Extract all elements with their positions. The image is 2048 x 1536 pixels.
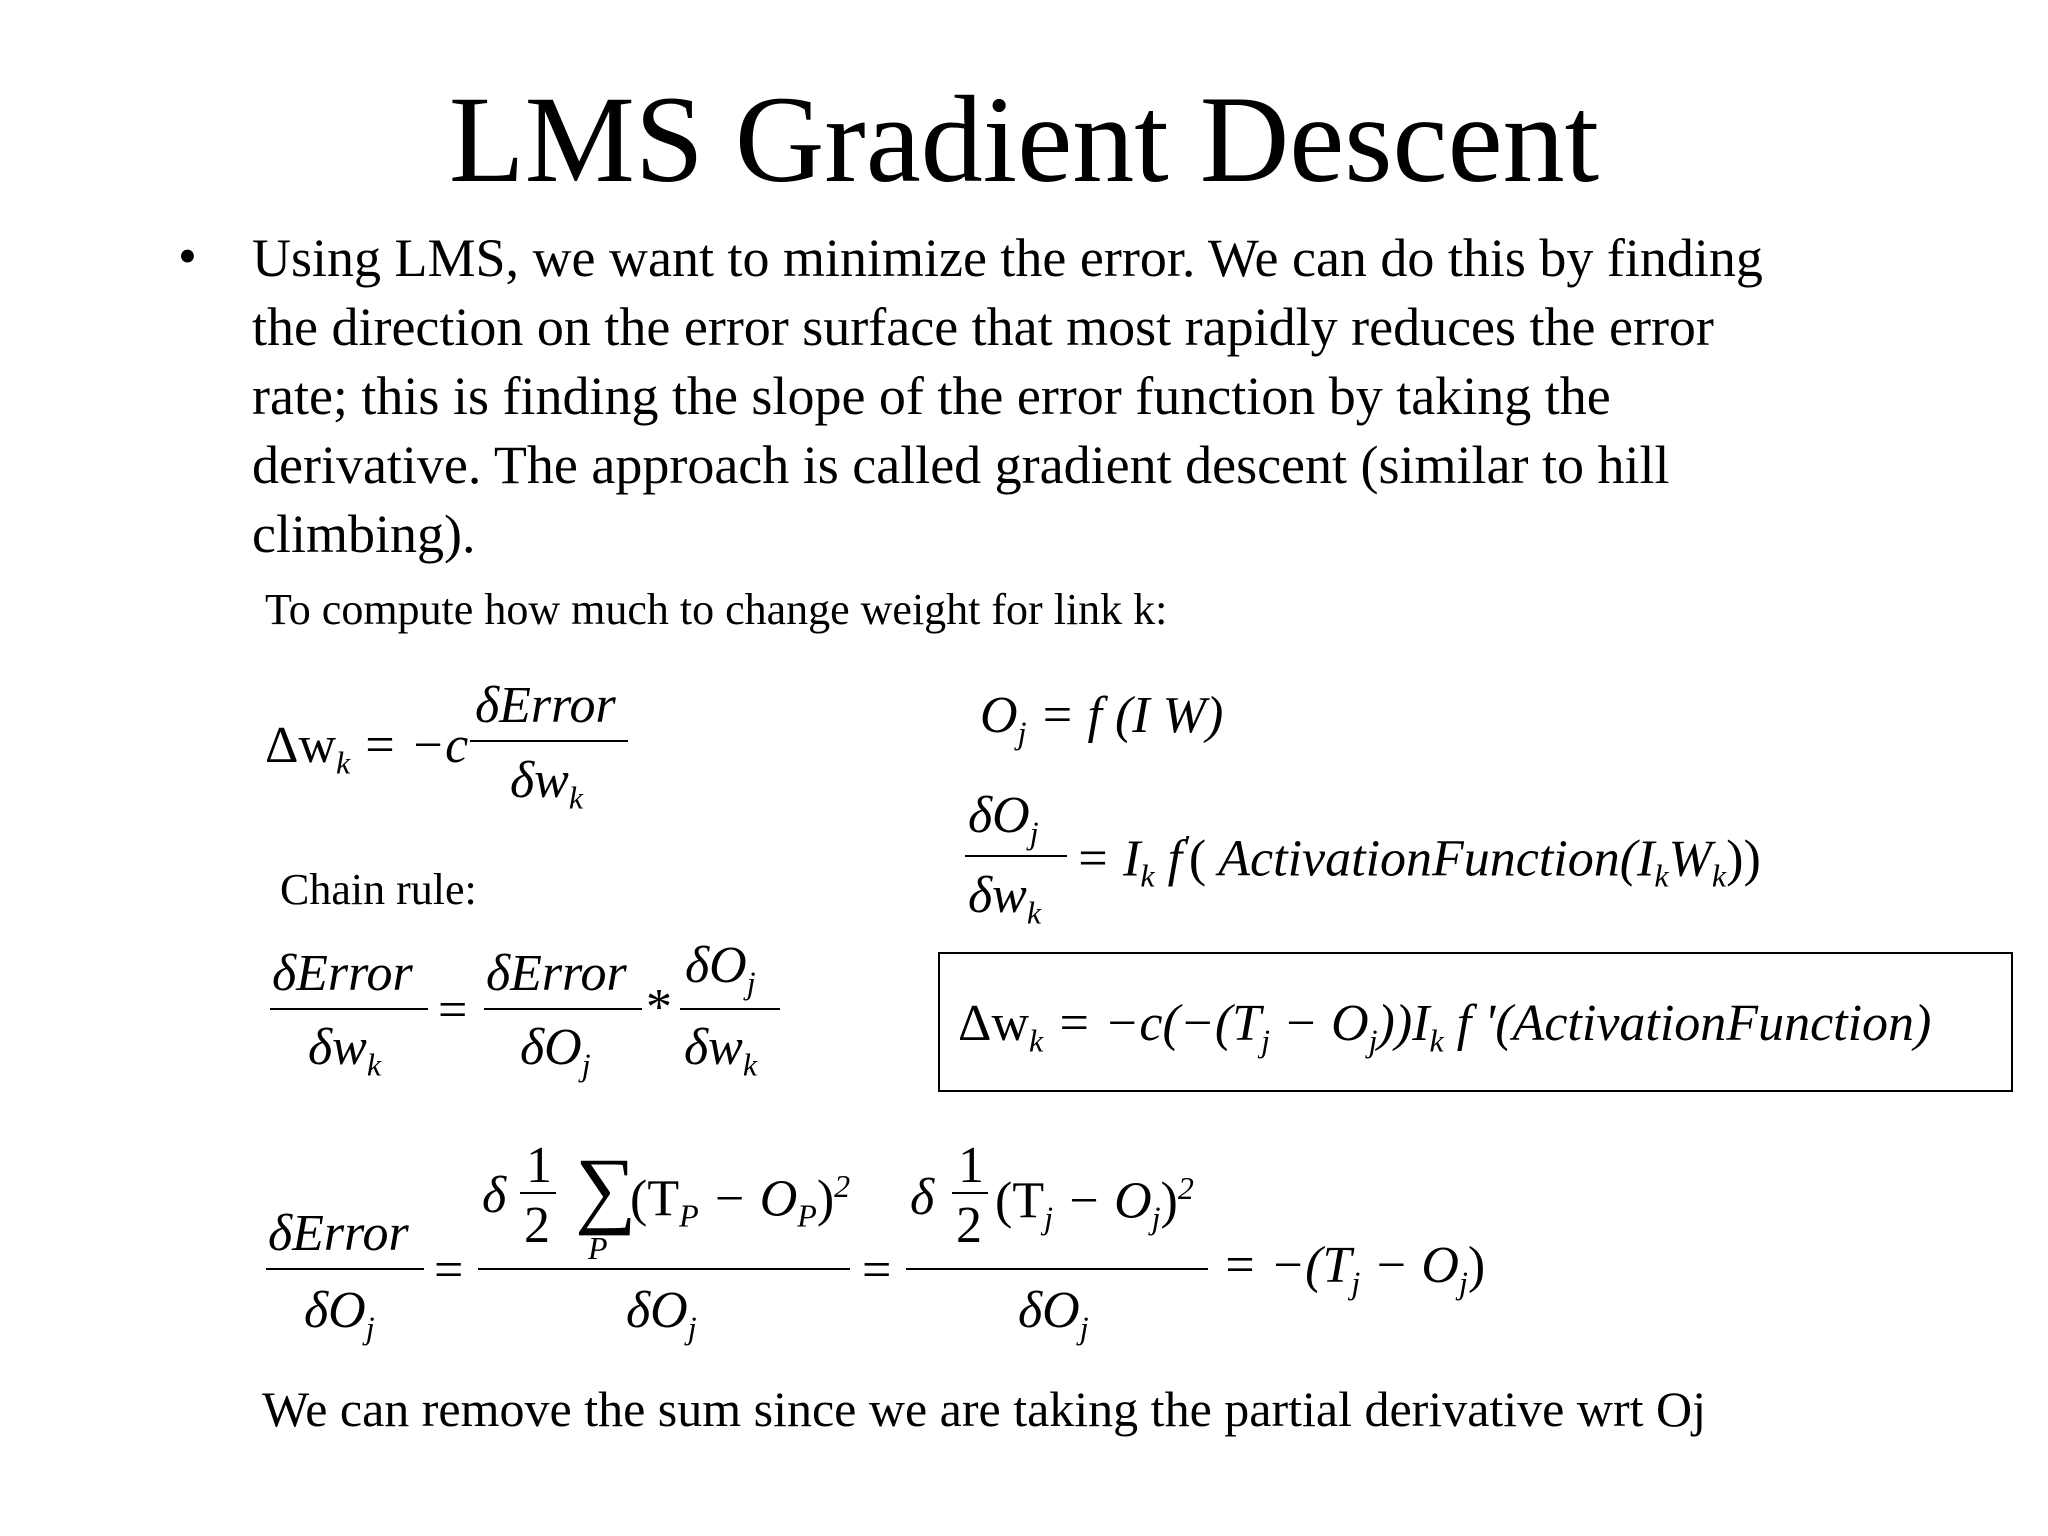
- sigma-symbol: ∑: [575, 1140, 637, 1236]
- eq6-b-half-num: 1: [526, 1137, 552, 1194]
- eq6-b-close: ): [816, 1170, 835, 1228]
- eq6-b-bar: [478, 1268, 850, 1270]
- eq6-b-t-sub: P: [679, 1197, 699, 1234]
- eq6-left-numerator: δError: [268, 1205, 409, 1262]
- eq5-t-sub: j: [1261, 1022, 1270, 1059]
- eq5-tail: f '(ActivationFunction): [1456, 995, 1932, 1052]
- bullet-paragraph: [252, 224, 1952, 569]
- eq3-body-sub2: k: [1711, 857, 1727, 894]
- eq3-den-sub: k: [1026, 894, 1042, 931]
- eq6-b-term: (T: [630, 1170, 680, 1228]
- eq1-fraction-bar: [470, 740, 628, 742]
- eq6-r-close: ): [1467, 1237, 1486, 1294]
- eq6-b-half-bar: [520, 1192, 556, 1194]
- eq4-mid-denominator: δO: [520, 1019, 582, 1076]
- eq1-lhs-sub: k: [336, 744, 351, 781]
- eq6-c-denominator: δO: [1018, 1282, 1080, 1339]
- eq6-left-bar: [266, 1268, 424, 1270]
- eq1-equals: = −c: [362, 717, 469, 774]
- eq4-right-bar: [680, 1008, 780, 1010]
- eq4-right-num-sub: j: [746, 964, 756, 1001]
- eq6-equals-2: =: [862, 1242, 892, 1299]
- paragraph-line-3: rate; this is finding the slope of the error function by taking the: [252, 366, 1611, 426]
- eq3-eq-sub: k: [1140, 857, 1155, 894]
- eq6-b-delta: δ: [482, 1167, 507, 1224]
- eq6-b-minus: − O: [711, 1170, 798, 1228]
- eq3-body-W: W: [1668, 830, 1712, 888]
- eq3-f: f: [1167, 830, 1183, 888]
- bullet-symbol: •: [178, 226, 197, 286]
- eq4-mid-bar: [484, 1008, 642, 1010]
- eq6-b-den-sub: j: [687, 1309, 697, 1346]
- eq2-rhs: = f (I W): [1039, 687, 1224, 744]
- eq6-c-delta: δ: [910, 1169, 935, 1226]
- eq6-c-t-sub: j: [1044, 1199, 1053, 1236]
- eq1-lhs: Δw: [265, 717, 336, 774]
- eq5-mid: ))I: [1377, 995, 1430, 1052]
- eq6-r-o-sub: j: [1458, 1264, 1468, 1301]
- eq6-c-bar: [906, 1268, 1208, 1270]
- eq6-c-square: 2: [1177, 1170, 1194, 1206]
- paragraph-line-4: derivative. The approach is called gradient descent (similar to hill: [252, 435, 1670, 495]
- paragraph-line-5: climbing).: [252, 504, 476, 564]
- eq3-num-sub: j: [1029, 814, 1039, 851]
- eq2-lhs: O: [980, 687, 1018, 744]
- eq3-equals: = I: [1075, 830, 1141, 888]
- eq4-left-denominator: δw: [308, 1019, 367, 1076]
- eq6-c-o-sub: j: [1151, 1199, 1161, 1236]
- eq2-lhs-sub: j: [1017, 714, 1027, 751]
- eq3-numerator: δO: [968, 787, 1030, 844]
- eq6-r-minus: − O: [1373, 1237, 1459, 1294]
- eq6-b-square: 2: [834, 1168, 851, 1204]
- paragraph-line-2: the direction on the error surface that most rapidly reduces the error: [252, 297, 1714, 357]
- eq6-c-half-num: 1: [958, 1137, 984, 1194]
- paragraph-line-1: Using LMS, we want to minimize the error. We can do this by finding: [252, 228, 1763, 288]
- slide-title: LMS Gradient Descent: [448, 71, 1600, 208]
- eq6-r-t-sub: j: [1351, 1264, 1361, 1301]
- eq1-numerator: δError: [475, 677, 616, 734]
- eq3-body: ActivationFunction(I: [1218, 830, 1655, 888]
- sigma-subscript: P: [588, 1230, 608, 1266]
- eq3-close: )): [1726, 830, 1761, 888]
- eq6-c-half-den: 2: [956, 1197, 982, 1254]
- eq5-eq: = −c(−(T: [1056, 995, 1262, 1052]
- eq4-right-den-sub: k: [742, 1046, 758, 1083]
- eq6-c-term: (T: [995, 1172, 1045, 1230]
- eq4-left-numerator: δError: [272, 945, 413, 1002]
- eq4-times: *: [646, 979, 672, 1036]
- eq4-mid-den-sub: j: [581, 1046, 591, 1083]
- eq4-right-denominator: δw: [684, 1019, 743, 1076]
- eq6-result: = −(T: [1222, 1237, 1352, 1294]
- eq3-prime: ': [1182, 828, 1189, 864]
- eq3-fraction-bar: [965, 855, 1067, 857]
- eq1-denominator: δw: [510, 752, 569, 809]
- eq4-left-bar: [270, 1008, 428, 1010]
- eq3-body-sub1: k: [1654, 857, 1669, 894]
- compute-note: To compute how much to change weight for link k:: [265, 585, 1168, 634]
- eq6-b-denominator: δO: [626, 1282, 688, 1339]
- eq6-c-den-sub: j: [1079, 1309, 1089, 1346]
- eq6-equals-1: =: [434, 1242, 464, 1299]
- eq6-left-denominator: δO: [304, 1282, 366, 1339]
- eq4-left-den-sub: k: [366, 1046, 382, 1083]
- eq5-i-sub: k: [1429, 1022, 1444, 1059]
- eq3-lparen: (: [1188, 830, 1207, 888]
- eq4-right-numerator: δO: [685, 937, 747, 994]
- eq6-b-o-sub: P: [797, 1197, 817, 1234]
- eq5-lhs: Δw: [958, 995, 1029, 1052]
- eq6-left-den-sub: j: [365, 1309, 375, 1346]
- eq4-equals: =: [438, 982, 468, 1039]
- eq5-o-sub: j: [1368, 1022, 1378, 1059]
- eq6-c-minus: − O: [1065, 1172, 1152, 1230]
- eq5-lhs-sub: k: [1029, 1022, 1044, 1059]
- eq6-c-close: ): [1160, 1172, 1178, 1230]
- eq6-c-half-bar: [952, 1192, 988, 1194]
- eq6-b-half-den: 2: [524, 1197, 550, 1254]
- equation-final-result: [958, 995, 1932, 1059]
- eq4-mid-numerator: δError: [486, 945, 627, 1002]
- eq3-denominator: δw: [968, 867, 1027, 924]
- chain-rule-label: Chain rule:: [280, 865, 477, 914]
- eq1-den-sub: k: [568, 779, 584, 816]
- footer-note: We can remove the sum since we are taking the partial derivative wrt Oj: [262, 1381, 1707, 1437]
- eq5-minus: − O: [1283, 995, 1369, 1052]
